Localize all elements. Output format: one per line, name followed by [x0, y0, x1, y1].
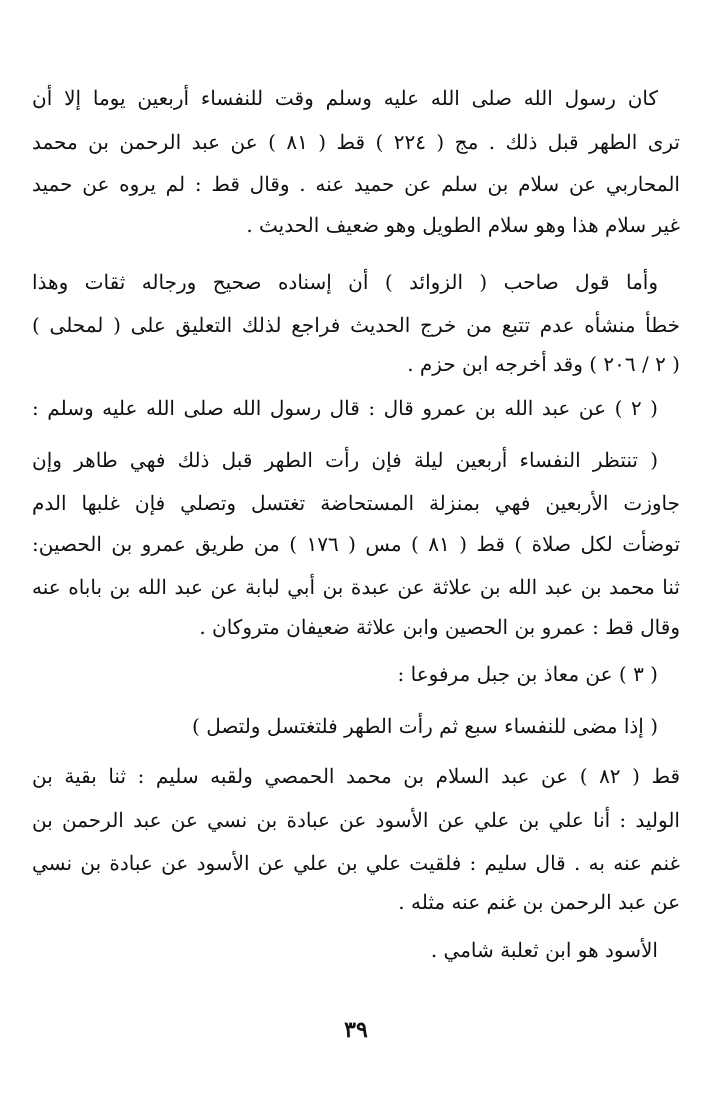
- text-line: ( ٢ / ٢٠٦ ) وقد أخرجه ابن حزم .: [407, 352, 680, 376]
- text-line: المحاربي عن سلام بن سلم عن حميد عنه . وقال قط : لم يروه عن حميد: [32, 172, 680, 196]
- text-line: توضأت لكل صلاة ) قط ( ٨١ ) مس ( ١٧٦ ) من طريق عمرو بن الحصين:: [32, 532, 680, 556]
- text-line: جاوزت الأربعين فهي بمنزلة المستحاضة تغتسل وتصلي فإن غلبها الدم: [32, 491, 680, 515]
- text-line: ( تنتظر النفساء أربعين ليلة فإن رأت الطهر قبل ذلك فهي طاهر وإن: [32, 448, 658, 472]
- text-line: قط ( ٨٢ ) عن عبد السلام بن محمد الحمصي ولقبه سليم : ثنا بقية بن: [32, 764, 680, 788]
- text-line: ترى الطهر قبل ذلك . مج ( ٢٢٤ ) قط ( ٨١ ) عن عبد الرحمن بن محمد: [32, 130, 680, 154]
- text-line: وأما قول صاحب ( الزوائد ) أن إسناده صحيح ورجاله ثقات وهذا: [32, 270, 658, 294]
- text-line: كان رسول الله صلى الله عليه وسلم وقت للنفساء أربعين يوما إلا أن: [32, 86, 658, 110]
- hadith-heading: ( ٢ ) عن عبد الله بن عمرو قال : قال رسول الله صلى الله عليه وسلم :: [32, 396, 658, 420]
- text-line: عن عبد الرحمن بن غنم عنه مثله .: [398, 890, 680, 914]
- page-number: ٣٩: [344, 1017, 368, 1043]
- text-line: خطأ منشأه عدم تتبع من خرج الحديث فراجع لذلك التعليق على ( لمحلى ): [32, 313, 680, 337]
- text-line: غير سلام هذا وهو سلام الطويل وهو ضعيف الحديث .: [246, 213, 680, 237]
- text-line: الوليد : أنا علي بن علي عن الأسود عن عبادة بن نسي عن عبد الرحمن بن: [32, 808, 680, 832]
- text-line: ثنا محمد بن عبد الله بن علاثة عن عبدة بن أبي لبابة عن عبد الله بن باباه عنه: [32, 575, 680, 599]
- text-line: ( إذا مضى للنفساء سبع ثم رأت الطهر فلتغتسل ولتصل ): [192, 714, 658, 738]
- text-line: وقال قط : عمرو بن الحصين وابن علاثة ضعيفان متروكان .: [199, 615, 680, 639]
- text-line: غنم عنه به . قال سليم : فلقيت علي بن علي عن الأسود عن عبادة بن نسي: [32, 851, 680, 875]
- hadith-heading: ( ٣ ) عن معاذ بن جبل مرفوعا :: [397, 662, 658, 686]
- text-line: الأسود هو ابن ثعلبة شامي .: [430, 938, 658, 962]
